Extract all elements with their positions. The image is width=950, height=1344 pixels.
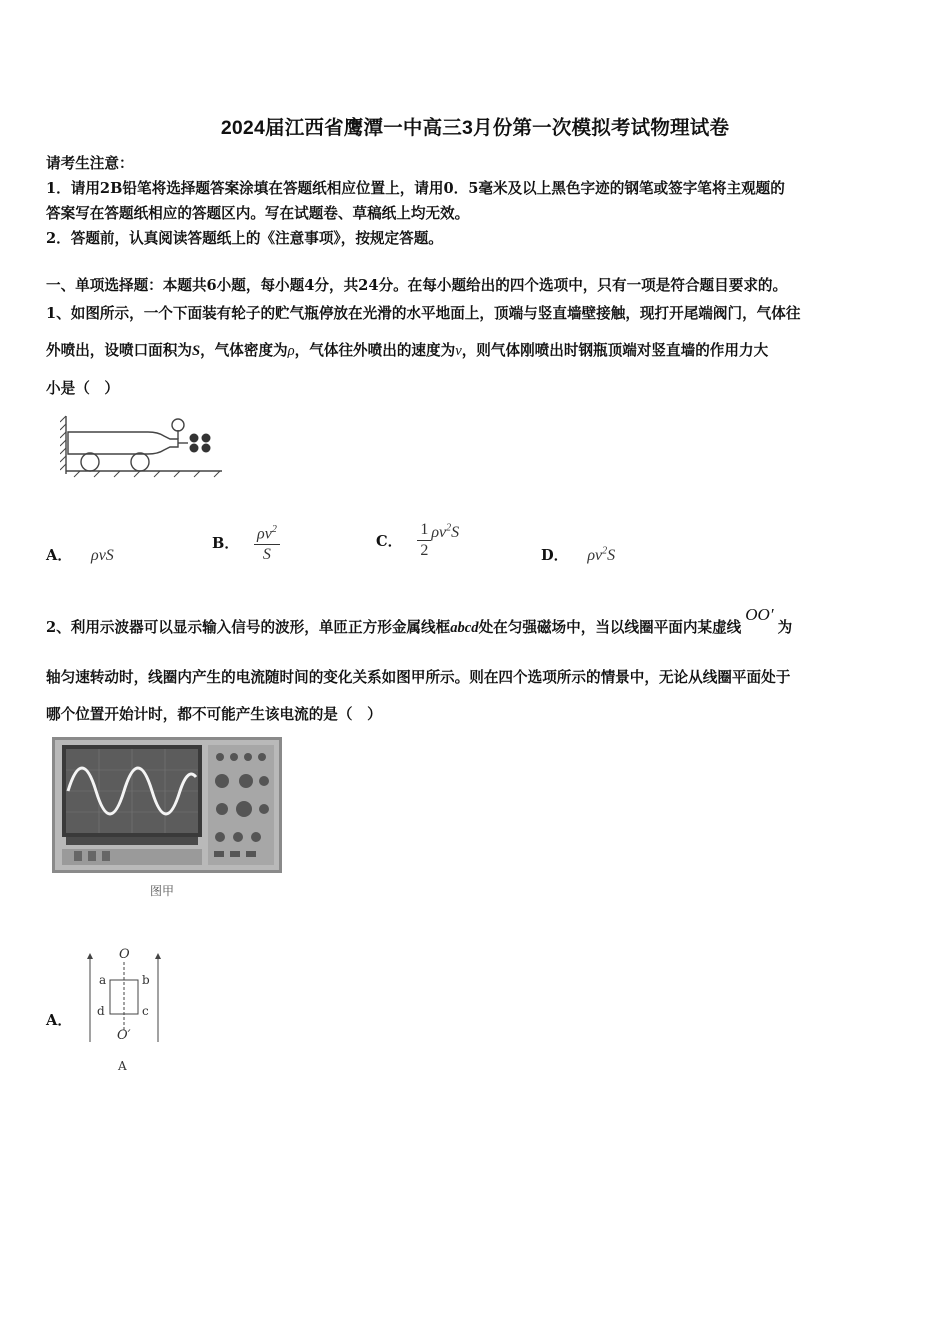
option-d[interactable] — [541, 544, 615, 565]
oscilloscope-photo — [52, 737, 282, 873]
q2-text: 处在匀强磁场中，当以线圈平面内某虚线 — [478, 619, 742, 636]
option-d-tail: S — [607, 547, 616, 564]
q1-text: ，气体密度为 — [200, 342, 288, 359]
q2-option-a-label[interactable]: A． — [46, 1012, 72, 1029]
option-c[interactable] — [376, 520, 459, 561]
q1-text: ，则气体刚喷出时钢瓶顶端对竖直墙的作用力大 — [461, 342, 769, 359]
q1-line-1: 1、如图所示，一个下面装有轮子的贮气瓶停放在光滑的水平地面上，顶端与竖直墙壁接触，现打开尾端阀门，气体往 — [46, 305, 801, 322]
option-c-formula — [431, 524, 459, 541]
q1-text: 外喷出，设喷口面积为 — [46, 342, 192, 359]
option-b-denominator: S — [262, 546, 271, 564]
symbol-rho: ρ — [287, 343, 295, 359]
symbol-OO: OO′ — [745, 605, 774, 624]
q2-line-1 — [46, 605, 793, 637]
q1-line-3: 小是（ ） — [46, 380, 119, 397]
option-a-label: A． — [46, 547, 72, 564]
option-a-formula: ρvS — [91, 547, 114, 564]
option-d-term: ρv — [587, 547, 603, 564]
option-b-numerator: ρv — [257, 525, 272, 543]
label-O-top: O — [119, 947, 130, 962]
label-O-bottom: O′ — [117, 1028, 131, 1043]
symbol-S: S — [191, 343, 201, 359]
option-b[interactable] — [212, 520, 280, 565]
gas-bottle-figure — [60, 412, 225, 478]
option-b-exponent: 2 — [271, 524, 277, 535]
option-d-label: D． — [541, 547, 569, 564]
option-b-label: B． — [212, 535, 239, 553]
q1-line-2 — [46, 339, 768, 360]
label-c: c — [142, 1004, 149, 1018]
notice-heading: 请考生注意： — [46, 155, 134, 172]
option-c-exponent: 2 — [446, 522, 452, 534]
option-c-label: C． — [376, 533, 403, 550]
notice-item-1-line-2: 答案写在答题纸相应的答题区内。写在试题卷、草稿纸上均无效。 — [46, 205, 470, 222]
q1-text: ，气体往外喷出的速度为 — [294, 342, 456, 359]
page-title: 2024届江西省鹰潭一中高三3月份第一次模拟考试物理试卷 — [220, 117, 730, 139]
label-a: a — [99, 973, 107, 987]
q2-text: 2、利用示波器可以显示输入信号的波形，单匝正方形金属线框 — [46, 619, 451, 636]
symbol-v: v — [455, 343, 462, 359]
label-b: b — [142, 973, 150, 987]
figure-caption: 图甲 — [150, 884, 175, 898]
option-c-tail: S — [451, 524, 460, 542]
option-b-fraction — [254, 520, 280, 565]
q2-line-3: 哪个位置开始计时，都不可能产生该电流的是（ ） — [46, 706, 382, 723]
section-1-header: 一、单项选择题：本题共6小题，每小题4分，共24分。在每小题给出的四个选项中，只有一项是符合题目要求的。 — [46, 277, 788, 294]
symbol-abcd: abcd — [450, 620, 479, 636]
q2-line-2: 轴匀速转动时，线圈内产生的电流随时间的变化关系如图甲所示。则在四个选项所示的情景中，无论从线圈平面处于 — [46, 669, 791, 686]
option-c-coef-num: 1 — [417, 520, 431, 541]
diagram-a-caption: A — [118, 1059, 127, 1073]
option-c-coefficient — [417, 520, 431, 561]
option-a[interactable] — [46, 544, 114, 565]
label-d: d — [97, 1004, 105, 1018]
option-d-formula — [587, 547, 615, 564]
notice-item-1-line-1: 1．请用2B铅笔将选择题答案涂填在答题纸相应位置上，请用0．5毫米及以上黑色字迹的钢笔或签字笔将主观题的 — [46, 180, 785, 197]
notice-item-2: 2．答题前，认真阅读答题纸上的《注意事项》，按规定答题。 — [46, 230, 443, 247]
option-c-coef-den: 2 — [420, 542, 429, 559]
option-d-exponent: 2 — [602, 545, 608, 557]
q2-text: 为 — [777, 619, 793, 636]
option-c-term: ρv — [431, 524, 447, 542]
